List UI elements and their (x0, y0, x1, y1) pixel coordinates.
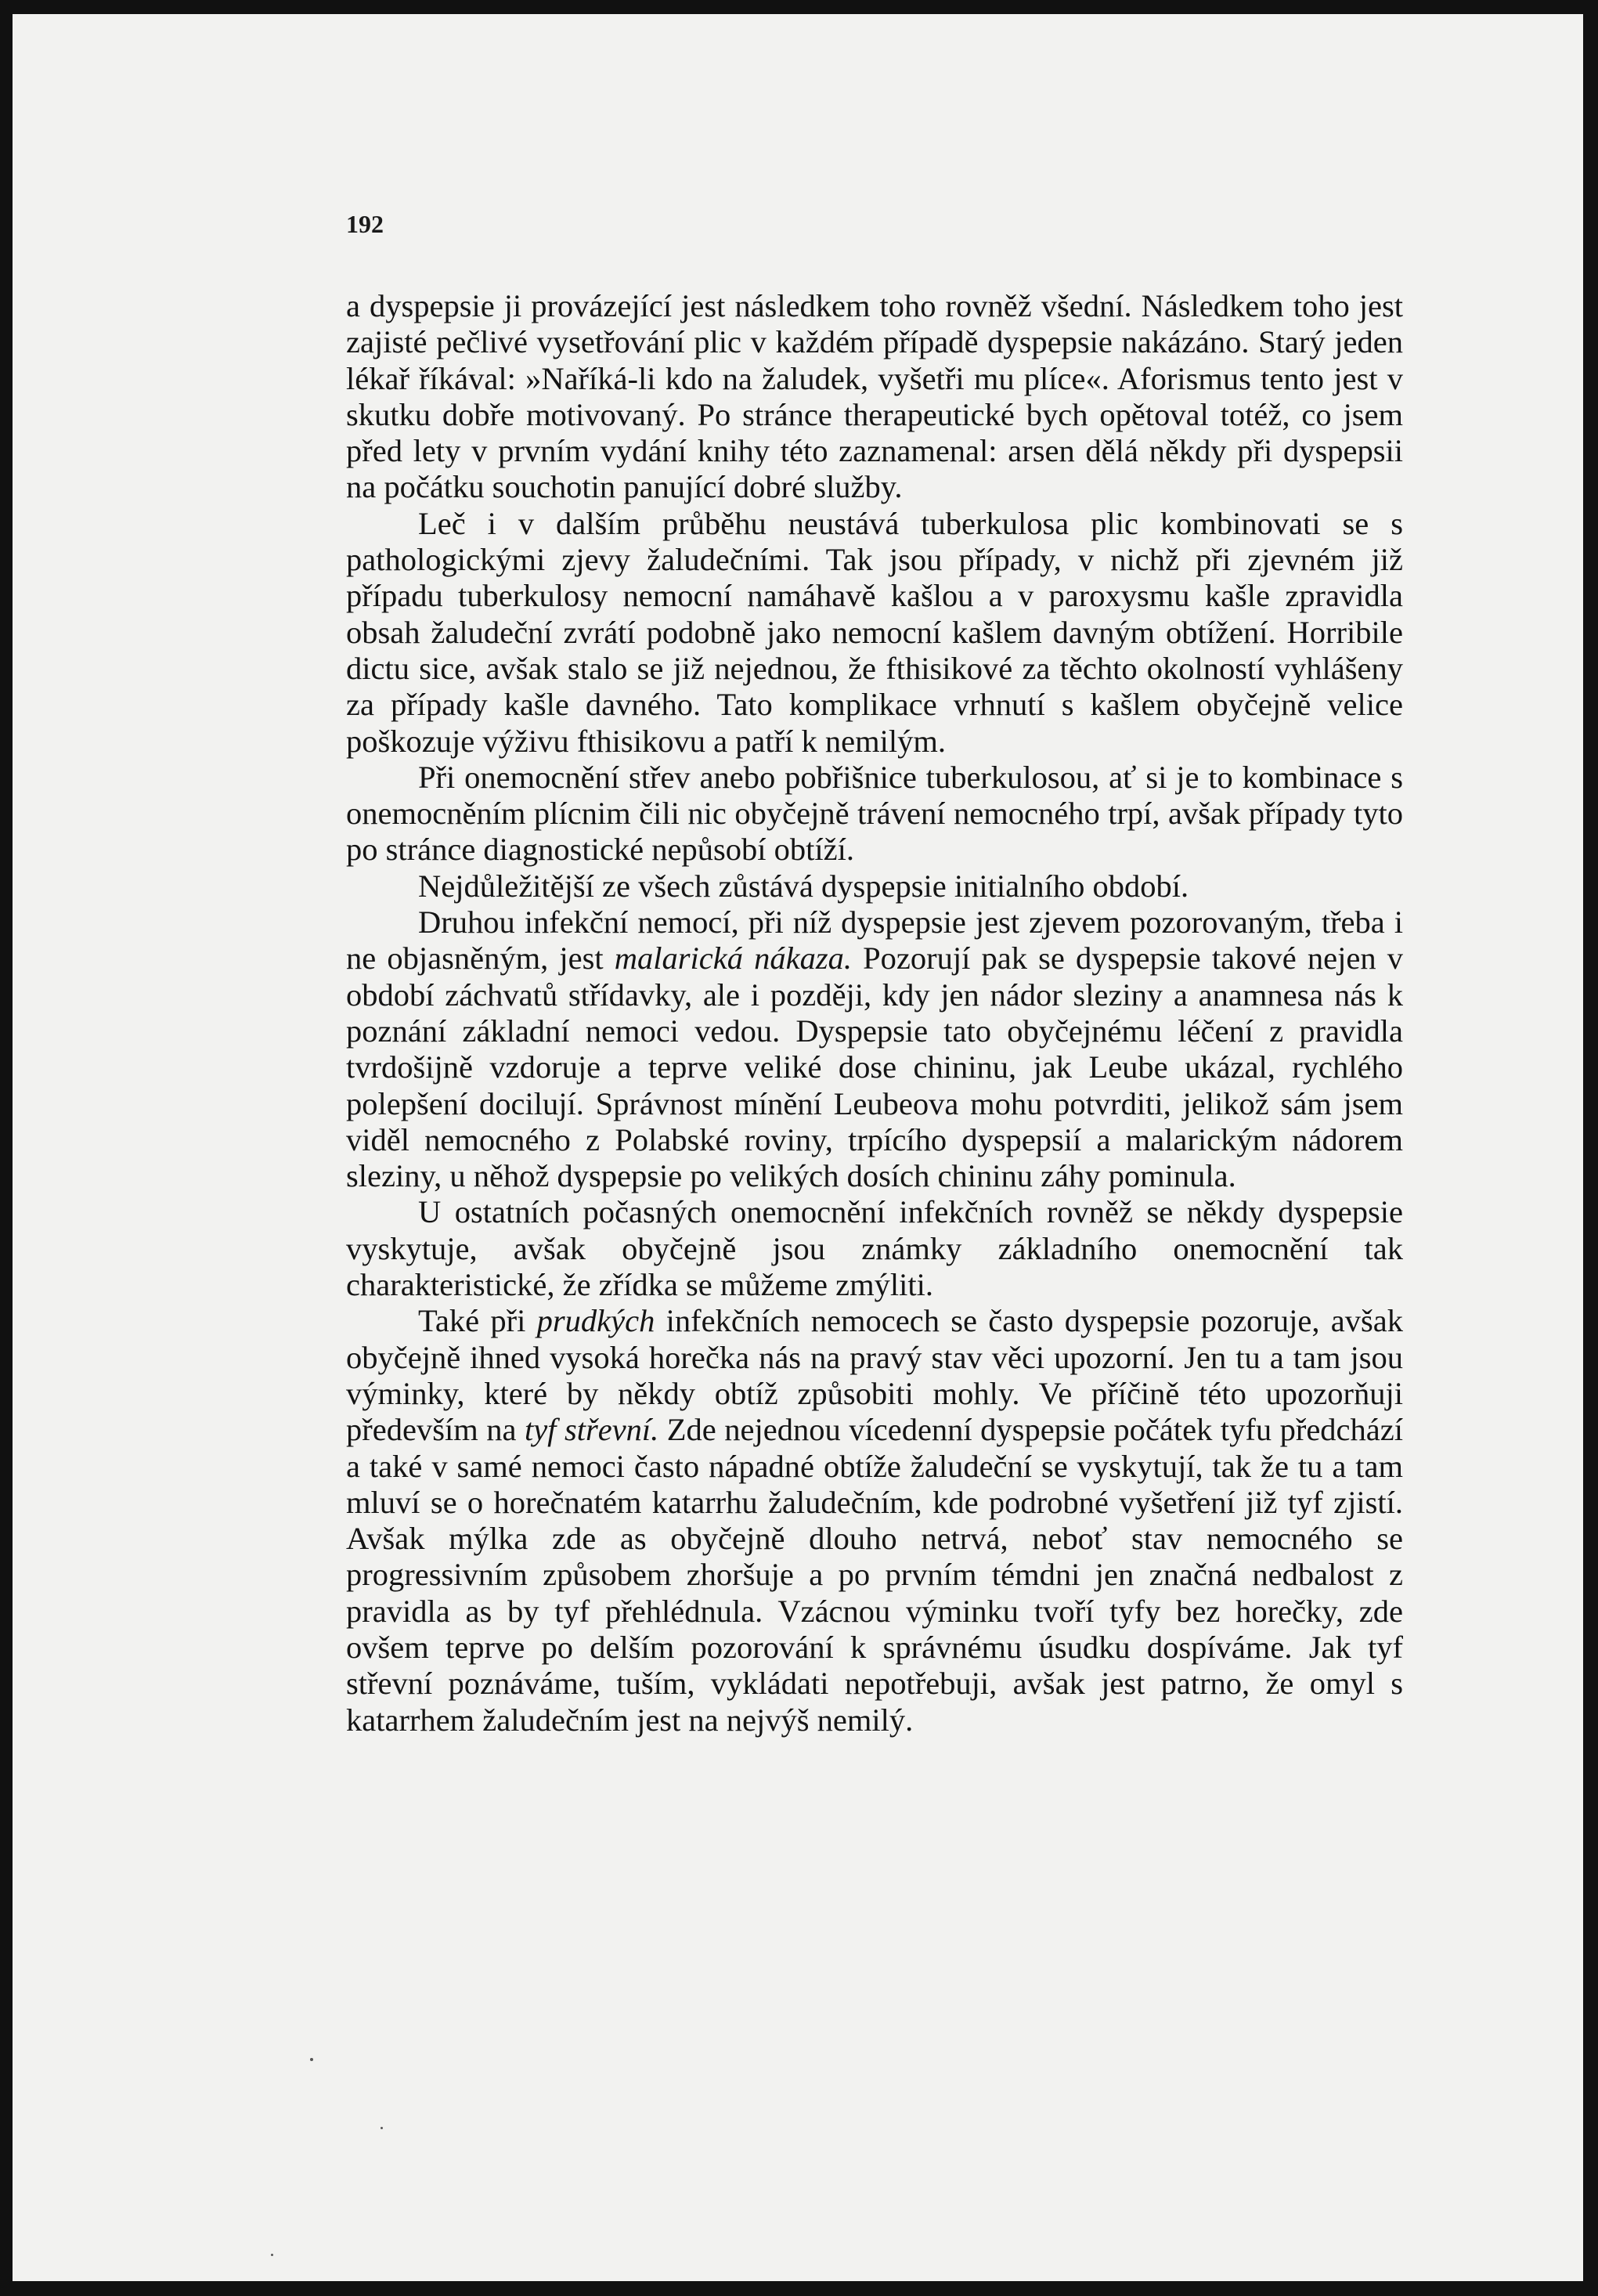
emphasized-text: malarická nákaza. (614, 940, 852, 977)
text-run: Zde nejednou vícedenní dyspepsie počátek tyfu předchází a také v samé nemoci často nápadné obtíže žaludeční se vyskytují, tak že tu a tam mluví se o horečnatém katarrhu žaludečním, kde podrobné vyšetření již tyf zjistí. Avšak mýlka zde as obyčejně dlouho netrvá, neboť stav nemocného se progressivním způsobem zhoršuje a po prvním témdni jen značná nedbalost z pravidla as by tyf přehlédnula. Vzácnou výminku tvoří tyfy bez horečky, zde ovšem teprve po delším pozorování k správnému úsudku dospíváme. Jak tyf střevní poznáváme, tuším, vykládati nepotřebuji, avšak jest patrno, že omyl s katarrhem žaludečním jest na nejvýš nemilý. (346, 1412, 1403, 1738)
paragraph-p3 (346, 760, 1403, 868)
text-run: a dyspepsie ji provázející jest následkem toho rovněž všední. Následkem toho jest zajisté pečlivé vysetřování plic v každém případě dyspepsie nakázáno. Starý jeden lékař říkával: »Naříká-li kdo na žaludek, vyšetři mu plíce«. Aforismus tento jest v skutku dobře motivovaný. Po stránce therapeutické bych opětoval totéž, co jsem před lety v prvním vydání knihy této zaznamenal: arsen dělá někdy při dyspepsii na počátku souchotin panující dobré služby. (346, 288, 1403, 505)
text-run: Nejdůležitější ze všech zůstává dyspepsie initialního období. (418, 868, 1189, 904)
paragraph-p4 (346, 868, 1403, 904)
text-run: infekčních nemocech se často dyspepsie pozoruje, avšak obyčejně ihned vysoká horečka nás na pravý stav věci upozorní. Jen tu a tam jsou výminky, které by někdy obtíž způsobiti mohly. Ve příčině této upozorňuji především na (346, 1303, 1403, 1448)
page-number: 192 (346, 210, 384, 238)
book-page (13, 14, 1583, 2281)
dust-speck (271, 2254, 273, 2256)
text-run: Při onemocnění střev anebo pobřišnice tuberkulosou, ať si je to kombinace s onemocněním plícnim čili nic obyčejně trávení nemocného trpí, avšak případy tyto po stránce diagnostické nepůsobí obtíží. (346, 759, 1403, 868)
paragraph-p2 (346, 506, 1403, 760)
emphasized-text: tyf střevní. (524, 1412, 659, 1448)
dust-speck (310, 2058, 313, 2061)
body-text (346, 288, 1403, 1738)
dust-speck (381, 2127, 383, 2129)
paragraph-p7 (346, 1303, 1403, 1738)
text-run: Druhou infekční nemocí, při níž dyspepsie jest zjevem pozorovaným, třeba i ne objasněným, jest (346, 904, 1403, 977)
text-run: Pozorují pak se dyspepsie takové nejen v období záchvatů střídavky, ale i později, kdy jen nádor sleziny a anamnesa nás k poznání základní nemoci vedou. Dyspepsie tato obyčejnému léčení z pravidla tvrdošijně vzdoruje a teprve veliké dose chininu, jak Leube ukázal, rychlého polepšení docilují. Správnost mínění Leubeova mohu potvrditi, jelikož sám jsem viděl nemocného z Polabské roviny, trpícího dyspepsií a malarickým nádorem sleziny, u něhož dyspepsie po velikých dosích chininu záhy pominula. (346, 940, 1404, 1194)
paragraph-p6 (346, 1194, 1403, 1303)
paragraph-p5 (346, 904, 1403, 1194)
text-run: U ostatních počasných onemocnění infekčních rovněž se někdy dyspepsie vyskytuje, avšak obyčejně jsou známky základního onemocnění tak charakteristické, že zřídka se můžeme zmýliti. (346, 1194, 1403, 1303)
emphasized-text: prudkých (536, 1303, 655, 1339)
paragraph-p1 (346, 288, 1403, 506)
text-run: Také při (418, 1303, 537, 1339)
text-run: Leč i v dalším průběhu neustává tuberkulosa plic kombinovati se s pathologickými zjevy žaludečními. Tak jsou případy, v nichž při zjevném již případu tuberkulosy nemocní namáhavě kašlou a v paroxysmu kašle zpravidla obsah žaludeční zvrátí podobně jako nemocní kašlem davným obtížení. Horribile dictu sice, avšak stalo se již nejednou, že fthisikové za těchto okolností vyhlášeny za případy kašle davného. Tato komplikace vrhnutí s kašlem obyčejně velice poškozuje výživu fthisikovu a patří k nemilým. (346, 505, 1403, 759)
